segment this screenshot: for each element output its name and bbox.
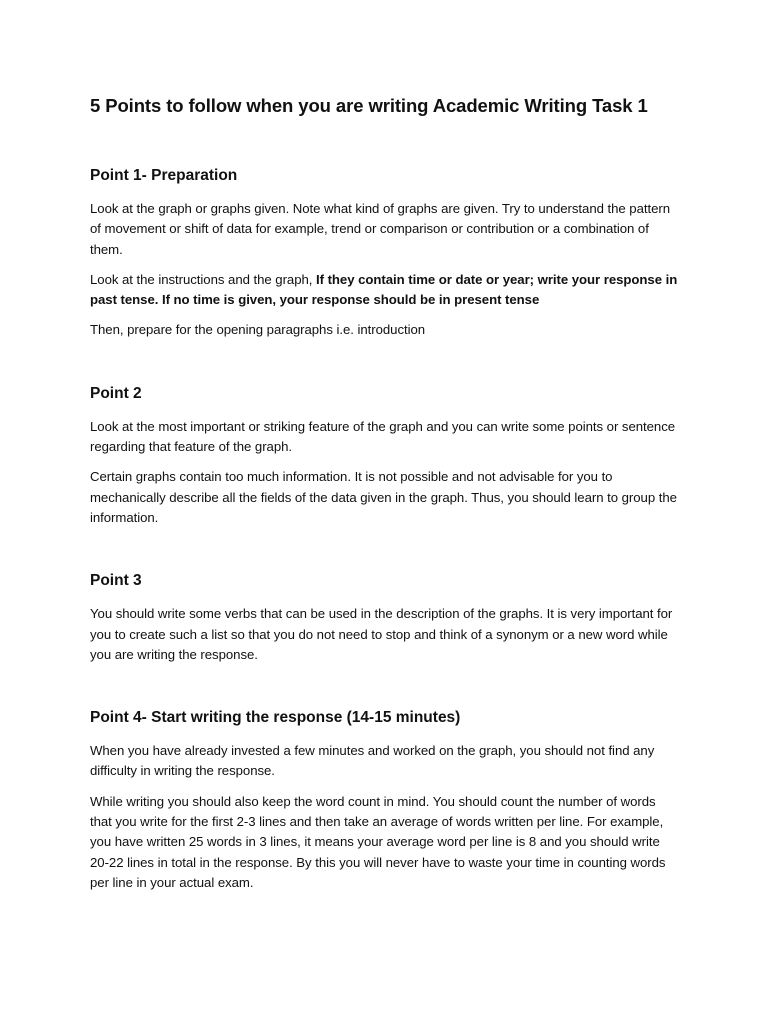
document-title: 5 Points to follow when you are writing Academic Writing Task 1 <box>90 95 648 116</box>
paragraph: Look at the graph or graphs given. Note what kind of graphs are given. Try to understand the pattern of movement or shift of data for example, trend or comparison or contribution or a combination of them. <box>90 201 671 257</box>
spacer <box>90 675 678 708</box>
section-point-4 <box>90 708 678 893</box>
paragraph: While writing you should also keep the word count in mind. You should count the number of words that you write for the first 2-3 lines and then take an average of words written per line. For example, you have written 25 words in 3 lines, it means your average word per line is 8 and you should write 20-22 lines in total in the response. By this you will never have to waste your time in counting words per line in your actual exam. <box>90 793 666 890</box>
section-heading: Point 1- Preparation <box>90 167 238 184</box>
paragraph: Certain graphs contain too much information. It is not possible and not advisable for you to mechanically describe all the fields of the data given in the graph. Thus, you should learn to group the information. <box>90 469 677 525</box>
emphasized-text: If they contain time or date or year; write your response in past tense. If no time is given, your response should be in present tense <box>90 271 678 308</box>
document-body <box>90 94 678 903</box>
section-point-3 <box>90 571 678 665</box>
spacer <box>90 351 678 384</box>
paragraph: Then, prepare for the opening paragraphs i.e. introduction <box>90 322 426 338</box>
paragraph-text: Look at the instructions and the graph, <box>90 271 316 287</box>
spacer <box>90 538 678 571</box>
section-heading: Point 2 <box>90 384 142 402</box>
paragraph: You should write some verbs that can be used in the description of the graphs. It is very important for you to create such a list so that you do not need to stop and think of a synonym or a new word while you are writing the response. <box>90 606 673 662</box>
paragraph: When you have already invested a few minutes and worked on the graph, you should not find any difficulty in writing the response. <box>90 743 655 779</box>
section-point-2 <box>90 384 678 528</box>
section-heading: Point 3 <box>90 572 142 590</box>
section-heading: Point 4- Start writing the response (14-15 minutes) <box>90 709 461 727</box>
paragraph-with-emphasis <box>90 270 678 311</box>
section-point-1 <box>90 166 678 341</box>
paragraph: Look at the most important or striking feature of the graph and you can write some points or sentence regarding that feature of the graph. <box>90 418 676 455</box>
